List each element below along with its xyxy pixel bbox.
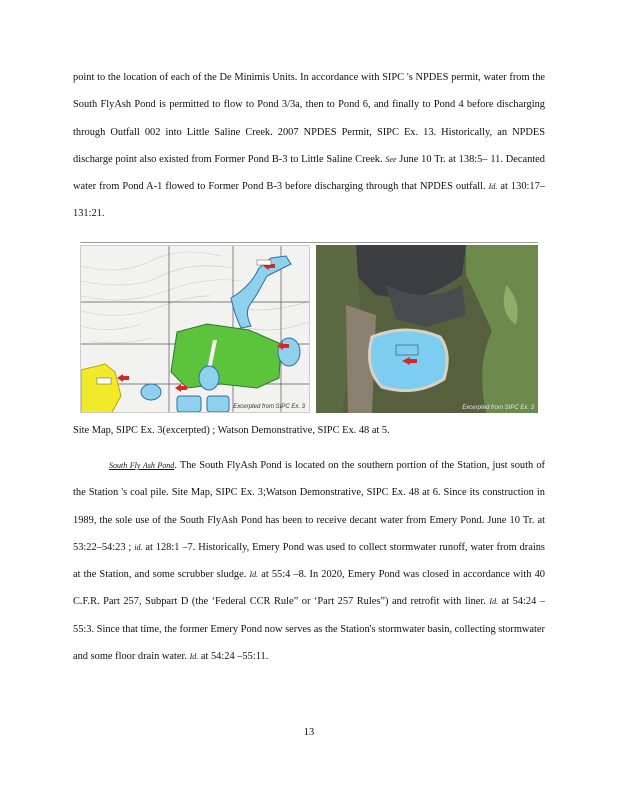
citation-see: See <box>385 154 397 164</box>
aerial-photo-drawing <box>316 245 538 413</box>
paragraph-1-text-3: at 130:17–131:21. <box>73 181 545 220</box>
citation-id-2: Id. <box>249 570 259 580</box>
site-map-drawing <box>81 246 310 413</box>
paragraph-2-text-1: . The South FlyAsh Pond is located on the southern portion of the Station, just south of the Station 's coal pile. Site Map, SIPC Ex. 3;Watson Demonstrative, SIPC Ex. 48 at 6. Since its construction in 1989, the sole use of the South FlyAsh Pond has been to receive decant water from Emery Pond. June 10 Tr. at 53:22–54:23 ; <box>73 460 546 553</box>
figure-top-rule <box>80 242 538 243</box>
citation-id-1: id. <box>134 542 143 552</box>
paragraph-1-text-2: June 10 Tr. at 138:5– 11. Decanted water from Pond A-1 flowed to Former Pond B-3 before discharging through that NPDES outfall. <box>73 153 545 193</box>
right-figure-caption: Excerpted from SIPC Ex. 3 <box>462 405 534 411</box>
paragraph-2-text-3: at 55:4 –8. In 2020, Emery Pond was closed in accordance with 40 C.F.R. Part 257, Subpart D (the ‘Federal CCR Rule” or ‘Part 257 Rules”) and retrofit with liner. <box>73 569 545 608</box>
body-paragraph-1 <box>73 64 545 228</box>
left-figure-caption: Excerpted from SIPC Ex. 3 <box>233 404 305 410</box>
figure-caption: Site Map, SIPC Ex. 3(excerpted) ; Watson Demonstrative, SIPC Ex. 48 at 5. <box>73 425 390 436</box>
site-map-figure <box>80 245 310 413</box>
citation-id-4: Id. <box>189 652 199 662</box>
citation-id: Id. <box>488 182 498 192</box>
body-paragraph-2 <box>73 452 545 670</box>
paragraph-2-text-2: at 128:1 –7. Historically, Emery Pond was used to collect stormwater runoff, water from drains at the Station, and some scrubber sludge. <box>73 541 545 581</box>
citation-id-3: Id. <box>489 597 499 607</box>
page-number: 13 <box>303 727 315 738</box>
aerial-photo-figure <box>316 245 538 413</box>
paragraph-2-text-5: at 54:24 –55:11. <box>200 651 269 663</box>
paragraph-2-text-4: at 54:24 –55:3. Since that time, the former Emery Pond now serves as the Station's stormwater basin, collecting stormwater and some floor drain water. <box>73 596 545 663</box>
paragraph-1-text: point to the location of each of the De Minimis Units. In accordance with SIPC 's NPDES permit, water from the South FlyAsh Pond is permitted to flow to Pond 3/3a, then to Pond 6, and finally to Pond 4 before discharging through Outfall 002 into Little Saline Creek. 2007 NPDES Permit, SIPC Ex. 13. Historically, an NPDES discharge point also existed from Former Pond B-3 to Little Saline Creek. <box>73 72 545 165</box>
section-heading: South Fly Ash Pond <box>109 461 175 470</box>
